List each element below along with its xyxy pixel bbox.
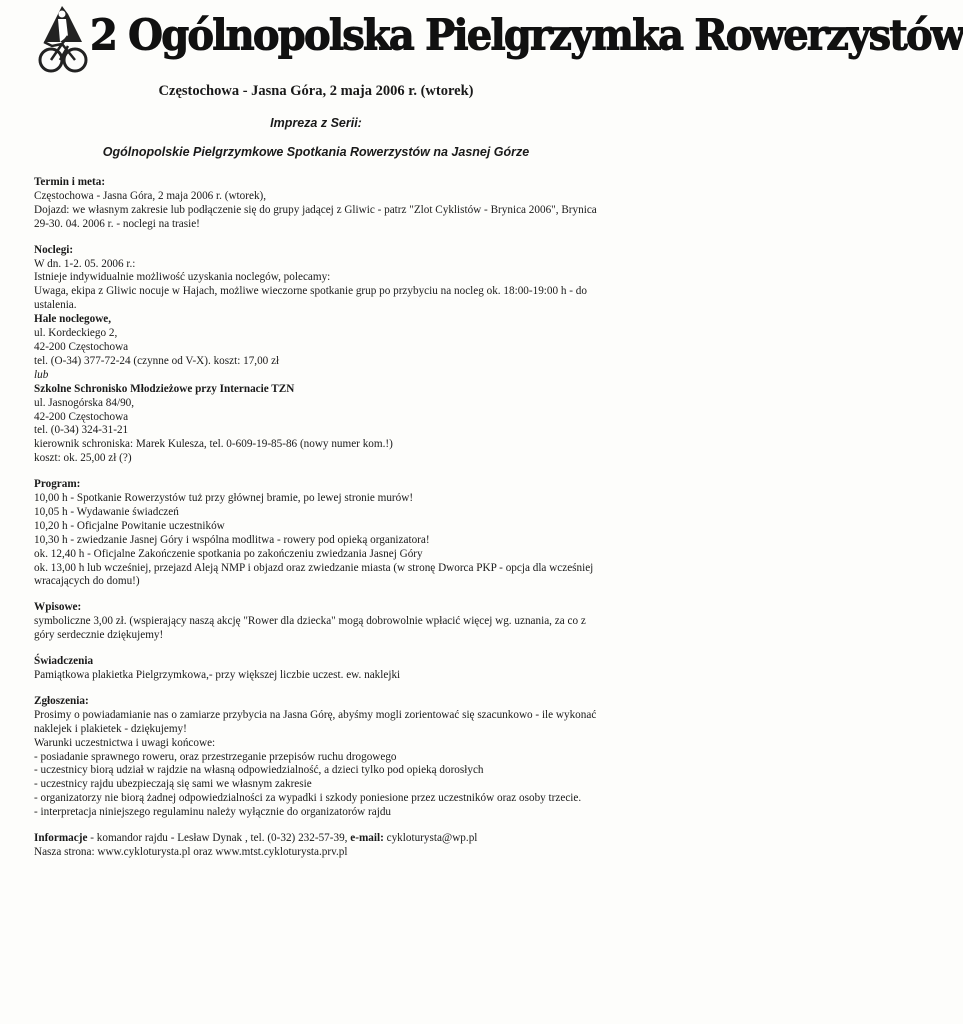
series-label: Impreza z Serii:	[270, 116, 362, 130]
text-line: - interpretacja niniejszego regulaminu należy wyłącznie do organizatorów rajdu	[34, 806, 392, 819]
section-heading: Zgłoszenia:	[34, 694, 89, 707]
address-line: ul. Kordeckiego 2,	[34, 327, 118, 340]
cyclist-logo-icon	[38, 2, 88, 78]
website-line: Nasza strona: www.cykloturysta.pl oraz www.mtst.cykloturysta.prv.pl	[34, 845, 348, 858]
text-line: Istnieje indywidualnie możliwość uzyskania noclegów, polecamy:	[34, 271, 331, 284]
text-line: - uczestnicy rajdu ubezpieczają się sami we własnym zakresie	[34, 778, 312, 791]
text-line: Warunki uczestnictwa i uwagi końcowe:	[34, 736, 216, 749]
text-line: symboliczne 3,00 zł. (wspierający naszą akcję "Rower dla dziecka" mogą dobrowolnie wpłacić więcej wg. uznania, za co z góry serdecznie dziękujemy!	[34, 615, 586, 642]
hall-title: Hale noclegowe,	[34, 313, 112, 326]
text-line: - organizatorzy nie biorą żadnej odpowiedzialności za wypadki i szkody poniesione przez uczestników oraz osoby trzecie.	[34, 792, 582, 805]
text-line: Dojazd: we własnym zakresie lub podłączenie się do grupy jadącej z Gliwic - patrz "Zlot Cyklistów - Brynica 2006", Brynica 29-30. 04. 2006 r. - noclegi na trasie!	[34, 203, 597, 230]
section-contact	[34, 832, 604, 860]
text-line: Prosimy o powiadamianie nas o zamiarze przybycia na Jasna Górę, abyśmy mogli zorientować się szacunkowo - ile wykonać naklejek i plakietek - dziękujemy!	[34, 708, 597, 735]
address-line: tel. (0-34) 324-31-21	[34, 424, 129, 437]
event-date-subtitle: Częstochowa - Jasna Góra, 2 maja 2006 r. (wtorek)	[158, 83, 474, 99]
section-program	[34, 478, 604, 589]
info-text: - komandor rajdu - Lesław Dynak , tel. (0-32) 232-57-39,	[87, 832, 351, 845]
section-zgloszenia	[34, 695, 604, 820]
program-item: 10,05 h - Wydawanie świadczeń	[34, 505, 179, 518]
address-line: kierownik schroniska: Marek Kulesza, tel. 0-609-19-85-86 (nowy numer kom.!)	[34, 438, 393, 451]
text-line: Uwaga, ekipa z Gliwic nocuje w Hajach, możliwe wieczorne spotkanie grup po przybyciu na nocleg ok. 18:00-19:00 h - do ustalenia.	[34, 285, 587, 312]
address-line: ul. Jasnogórska 84/90,	[34, 396, 135, 409]
text-line: - uczestnicy biorą udział w rajdzie na własną odpowiedzialność, a dzieci tylko pod opieką dorosłych	[34, 764, 484, 777]
text-line: Częstochowa - Jasna Góra, 2 maja 2006 r. (wtorek),	[34, 189, 267, 202]
section-termin	[34, 176, 604, 232]
text-line: W dn. 1-2. 05. 2006 r.:	[34, 257, 136, 270]
email-label: e-mail:	[350, 832, 384, 845]
document-body	[34, 176, 604, 872]
address-line: koszt: ok. 25,00 zł (?)	[34, 452, 132, 465]
program-item: ok. 13,00 h lub wcześniej, przejazd Aleją NMP i objazd oraz zwiedzanie miasta (w stronę Dworca PKP - opcja dla wcześniej wracających do domu!)	[34, 561, 594, 588]
program-item: 10,30 h - zwiedzanie Jasnej Góry i wspólna modlitwa - rowery pod opieką organizatora!	[34, 533, 430, 546]
contact-line	[34, 832, 604, 846]
address-line: 42-200 Częstochowa	[34, 410, 129, 423]
program-item: 10,20 h - Oficjalne Powitanie uczestników	[34, 519, 225, 532]
program-item: 10,00 h - Spotkanie Rowerzystów tuż przy głównej bramie, po lewej stronie murów!	[34, 492, 414, 505]
section-noclegi	[34, 244, 604, 467]
hostel-title: Szkolne Schronisko Młodzieżowe przy Internacie TZN	[34, 382, 295, 395]
header	[38, 2, 963, 82]
series-name: Ogólnopolskie Pielgrzymkowe Spotkania Rowerzystów na Jasnej Górze	[102, 145, 530, 159]
email-address: cykloturysta@wp.pl	[383, 832, 478, 845]
text-line: - posiadanie sprawnego roweru, oraz przestrzeganie przepisów ruchu drogowego	[34, 750, 397, 763]
section-heading: Wpisowe:	[34, 601, 82, 614]
text-line: Pamiątkowa plakietka Pielgrzymkowa,- przy większej liczbie uczest. ew. naklejki	[34, 669, 401, 681]
address-line: tel. (O-34) 377-72-24 (czynne od V-X). koszt: 17,00 zł	[34, 354, 280, 367]
section-swiadczenia	[34, 655, 604, 683]
section-heading: Termin i meta:	[34, 176, 106, 188]
info-label: Informacje	[34, 832, 88, 845]
section-wpisowe	[34, 601, 604, 643]
section-heading: Świadczenia	[34, 655, 94, 668]
program-item: ok. 12,40 h - Oficjalne Zakończenie spotkania po zakończeniu zwiedzania Jasnej Góry	[34, 547, 423, 560]
or-label: lub	[34, 368, 49, 381]
address-line: 42-200 Częstochowa	[34, 340, 129, 353]
section-heading: Noclegi:	[34, 243, 74, 256]
section-heading: Program:	[34, 478, 81, 491]
event-banner-title: 2 Ogólnopolska Pielgrzymka Rowerzystów	[90, 10, 963, 61]
